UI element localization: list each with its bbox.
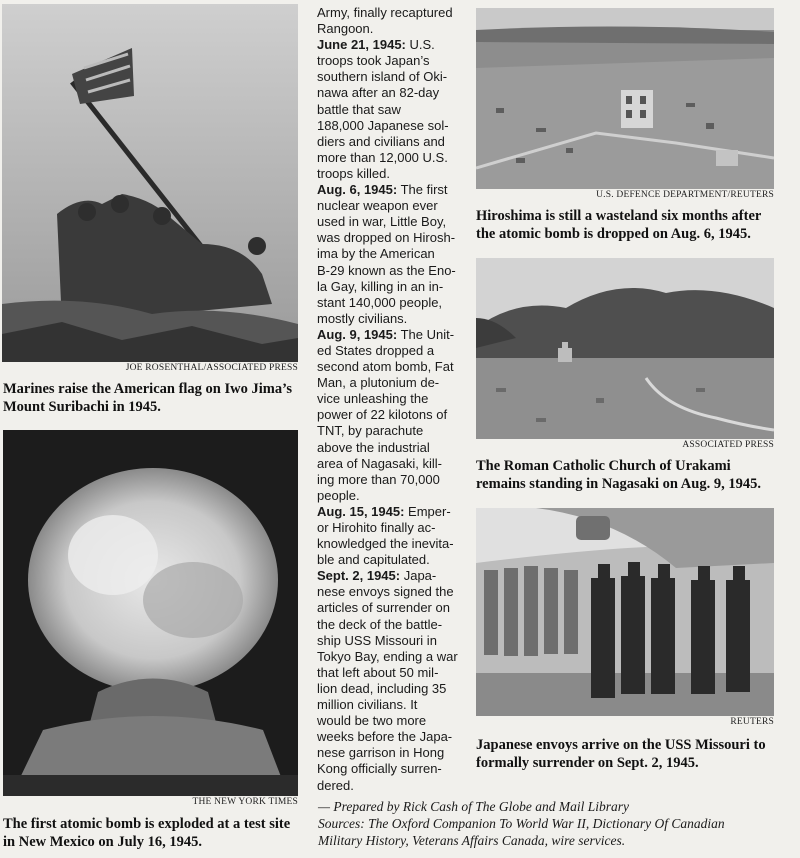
chronology-text: ble and capitulated. [317, 552, 430, 568]
chronology-text: nese envoys signed the [317, 584, 454, 600]
chronology-text: troops took Japan’s [317, 53, 430, 69]
missouri-photo-credit: REUTERS [730, 717, 774, 727]
hiroshima-photo [476, 8, 774, 189]
nagasaki-caption: The Roman Catholic Church of Urakami remains standing in Nagasaki on Aug. 9, 1945. [476, 458, 761, 492]
chronology-entry [317, 37, 467, 53]
chronology-text: dered. [317, 777, 354, 793]
iwo-jima-photo-credit: JOE ROSENTHAL/ASSOCIATED PRESS [125, 363, 298, 373]
chronology-column [317, 5, 467, 794]
iwo-jima-caption: Marines raise the American flag on Iwo Jima’s Mount Suribachi in 1945. [3, 381, 293, 415]
chronology-text: ship USS Missouri in [317, 632, 437, 648]
chronology-text: B-29 known as the Eno- [317, 262, 456, 278]
atomic-bomb-test-photo [3, 430, 298, 796]
nagasaki-photo-credit: ASSOCIATED PRESS [682, 440, 774, 450]
chronology-date: June 21, 1945: [317, 37, 406, 53]
chronology-date: Aug. 15, 1945: [317, 503, 405, 519]
chronology-text: The first [397, 182, 448, 198]
chronology-text: Japa- [400, 568, 437, 584]
chronology-entry [317, 568, 467, 584]
chronology-entry [317, 504, 467, 520]
chronology-text: knowledged the inevita- [317, 536, 454, 552]
chronology-text: U.S. [405, 37, 435, 53]
chronology-text: used in war, Little Boy, [317, 214, 447, 230]
uss-missouri-surrender-photo [476, 508, 774, 716]
chronology-text: vice unleashing the [317, 391, 429, 407]
chronology-text: nese garrison in Hong [317, 745, 445, 761]
chronology-text: la Gay, killing in an in- [317, 278, 444, 294]
nagasaki-photo [476, 258, 774, 439]
atomic-test-photo-credit: THE NEW YORK TIMES [192, 797, 298, 807]
chronology-text: or Hirohito finally ac- [317, 520, 436, 535]
chronology-text: nawa after an 82-day [317, 85, 440, 101]
chronology-text: Tokyo Bay, ending a war [317, 648, 458, 664]
chronology-date: Aug. 9, 1945: [317, 326, 398, 342]
chronology-text: battle that saw [317, 101, 401, 117]
chronology-text: nuclear weapon ever [317, 198, 438, 214]
chronology-text: area of Nagasaki, kill- [317, 455, 442, 471]
chronology-text: weeks before the Japa- [317, 729, 453, 745]
chronology-entry [317, 182, 467, 198]
chronology-text: people. [317, 487, 360, 503]
chronology-date: Sept. 2, 1945: [317, 568, 401, 584]
atomic-test-caption: The first atomic bomb is exploded at a test site in New Mexico on July 16, 1945. [3, 816, 291, 850]
chronology-entry [317, 327, 467, 343]
chronology-text: 188,000 Japanese sol- [317, 117, 449, 133]
chronology-text: ima by the American [317, 246, 435, 262]
chronology-date: Aug. 6, 1945: [317, 182, 398, 198]
hiroshima-photo-credit: U.S. DEFENCE DEPARTMENT/REUTERS [596, 190, 774, 200]
iwo-jima-photo [2, 4, 298, 362]
chronology-text: ed States dropped a [317, 342, 435, 358]
chronology-text: Army, finally recaptured [317, 5, 453, 20]
chronology-text: troops killed. [317, 165, 390, 181]
chronology-text: Emper- [404, 503, 451, 519]
chronology-text: mostly civilians. [317, 310, 408, 326]
chronology-text: would be two more [317, 713, 427, 729]
chronology-text: power of 22 kilotons of [317, 407, 448, 423]
chronology-text: more than 12,000 U.S. [317, 149, 448, 165]
chronology-text: above the industrial [317, 439, 430, 455]
chronology-text: ing more than 70,000 [317, 471, 440, 487]
chronology-text: million civilians. It [317, 697, 418, 713]
chronology-text: was dropped on Hirosh- [317, 230, 456, 246]
chronology-text: Rangoon. [317, 21, 374, 37]
chronology-text: stant 140,000 people, [317, 294, 443, 310]
chronology-text: diers and civilians and [317, 133, 445, 149]
chronology-text: TNT, by parachute [317, 423, 424, 439]
chronology-text: The Unit- [397, 326, 455, 342]
chronology-text: the deck of the battle- [317, 616, 443, 632]
chronology-text: southern island of Oki- [317, 69, 448, 85]
chronology-text: articles of surrender on [317, 600, 450, 616]
hiroshima-caption: Hiroshima is still a wasteland six months after the atomic bomb is dropped on Aug. 6, 1945. [476, 208, 762, 242]
chronology-text: second atom bomb, Fat [317, 359, 454, 375]
missouri-caption: Japanese envoys arrive on the USS Missouri to formally surrender on Sept. 2, 1945. [476, 737, 766, 771]
chronology-text: Kong officially surren- [317, 761, 442, 777]
chronology-text: that left about 50 mil- [317, 664, 439, 680]
chronology-text: Man, a plutonium de- [317, 375, 440, 391]
sources-footnote: — Prepared by Rick Cash of The Globe and Mail Library Sources: The Oxford Companion To World War II, Dictionary Of Canadian Military History, Veterans Affairs Canada, wire services. [318, 799, 725, 848]
chronology-text: lion dead, including 35 [317, 680, 447, 696]
